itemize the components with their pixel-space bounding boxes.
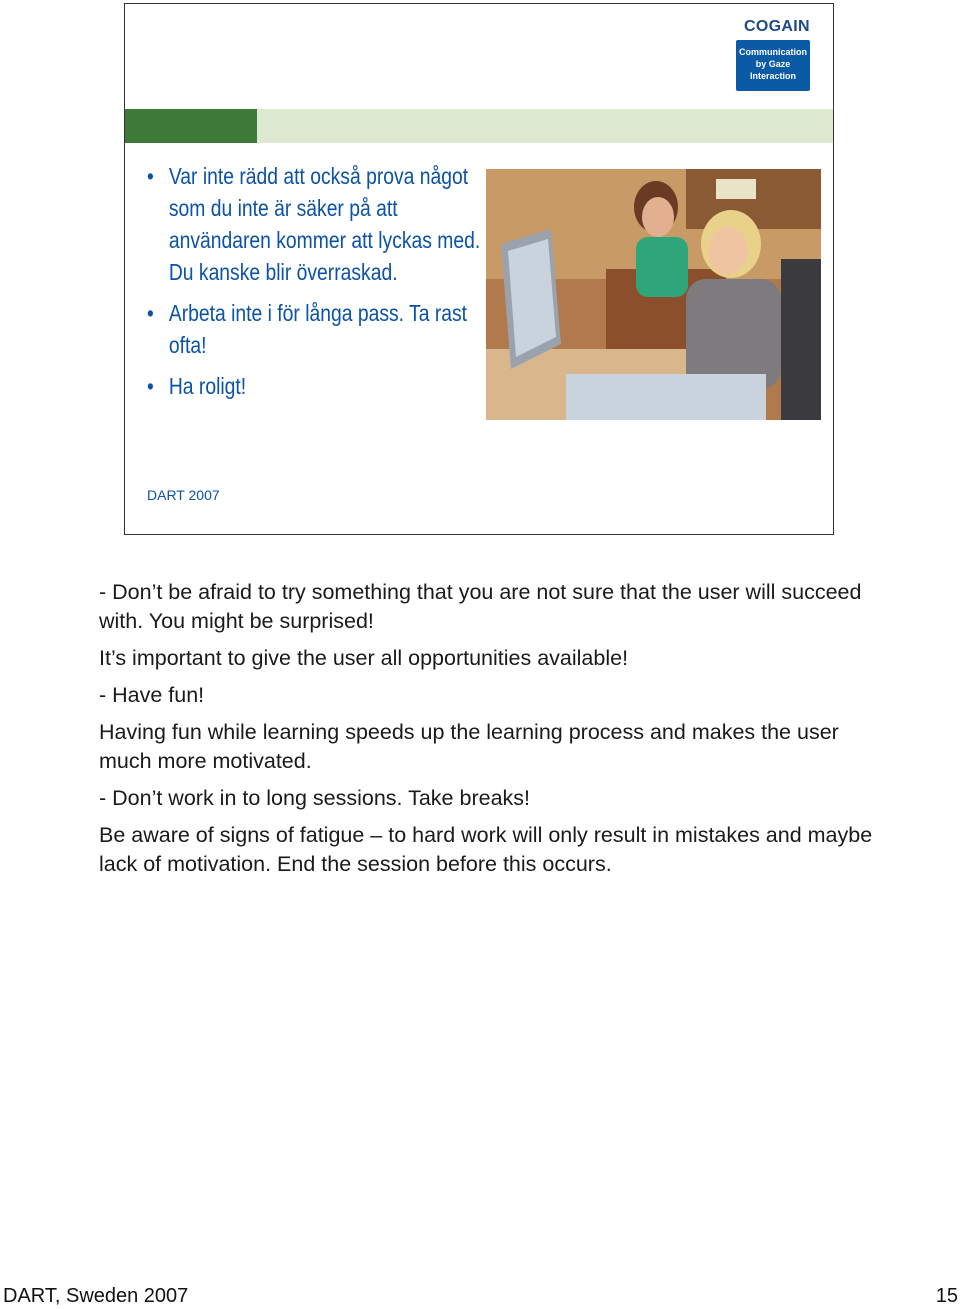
slide-footer: DART 2007 — [147, 487, 220, 503]
logo-tagline — [736, 40, 810, 91]
page-number: 15 — [935, 1285, 958, 1307]
title-band-accent — [125, 109, 257, 143]
notes-paragraph: Be aware of signs of fatigue – to hard work will only result in mistakes and maybe lack of motivation. End the session before this occurs. — [99, 823, 873, 876]
slide-bullet: • Arbeta inte i för långa pass. Ta rast ofta! — [147, 297, 496, 361]
slide — [124, 3, 834, 535]
logo-tagline-line: Communication — [738, 47, 807, 57]
notes-paragraph: It’s important to give the user all opportunities available! — [99, 646, 629, 670]
logo-tagline-line: by Gaze — [755, 59, 791, 69]
notes-paragraph: - Don’t work in to long sessions. Take breaks! — [99, 786, 530, 810]
photo-illustration — [486, 169, 821, 420]
logo-tagline-line: Interaction — [749, 71, 796, 81]
notes-paragraph: Having fun while learning speeds up the learning process and makes the user much more motivated. — [99, 720, 839, 773]
bullet-icon: • — [147, 163, 154, 189]
classroom-photo — [486, 169, 821, 420]
bullet-icon: • — [147, 300, 154, 326]
slide-bullet-list — [147, 160, 481, 411]
bullet-icon: • — [147, 373, 154, 399]
title-band — [125, 109, 833, 143]
notes-paragraph: - Have fun! — [99, 683, 205, 707]
speaker-notes — [99, 578, 879, 887]
slide-bullet: • Var inte rädd att också prova något som du inte är säker på att användaren kommer att lyckas med. Du kanske blir överraskad. — [147, 160, 496, 288]
page-footer-label: DART, Sweden 2007 — [3, 1285, 189, 1307]
slide-bullet: • Ha roligt! — [147, 370, 496, 402]
notes-paragraph: - Don’t be afraid to try something that you are not sure that the user will succeed with. You might be surprised! — [99, 580, 862, 633]
logo-brand: COGAIN — [744, 18, 810, 35]
cogain-logo — [730, 15, 810, 91]
